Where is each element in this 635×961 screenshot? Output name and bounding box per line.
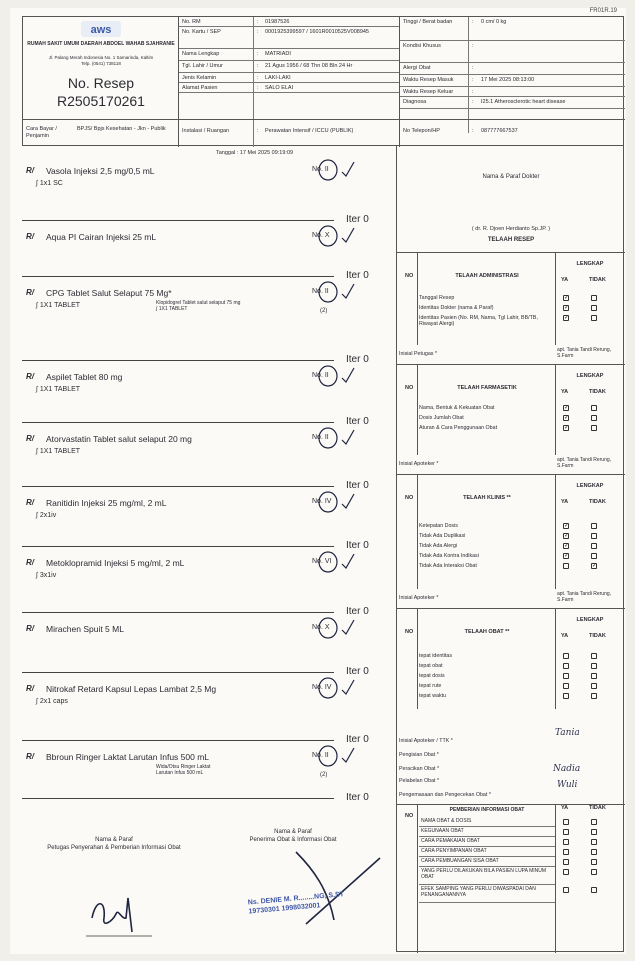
checkbox-tidak[interactable] (591, 523, 597, 529)
patient-field-colon: : (257, 19, 259, 25)
lengkap-label: LENGKAP (576, 373, 604, 379)
pio-item: KEGUNAAN OBAT (419, 827, 555, 837)
check-mark-icon (308, 488, 356, 514)
patient-row (400, 75, 625, 87)
drug-quantity: No. II (312, 288, 329, 295)
column-divider (555, 475, 556, 589)
petugas-name: apt. Tania Tandi Rerung, S.Farm (557, 347, 612, 359)
cara-bayar-value: BPJS/ Bpjs Kesehatan - Jkn - Publik (77, 126, 166, 132)
rx-symbol: R/ (26, 434, 34, 443)
checkbox-ya[interactable] (563, 859, 569, 865)
checkbox-tidak[interactable] (591, 683, 597, 689)
checkbox-ya[interactable] (563, 869, 569, 875)
drug-count: (2) (320, 772, 328, 778)
checkbox-ya[interactable]: ✓ (564, 553, 570, 559)
column-divider (555, 805, 556, 953)
form-code: FR01R.19 (589, 8, 617, 14)
telaah-item: Nama, Bentuk & Kekuatan Obat (419, 405, 495, 411)
drug-name: Nitrokaf Retard Kapsul Lepas Lambat 2,5 Mg (46, 684, 217, 694)
tidak-label: TIDAK (589, 805, 606, 811)
iter-label: Iter 0 (346, 270, 369, 281)
signature-area (22, 814, 396, 950)
prescription-list (22, 146, 396, 814)
checkbox-tidak[interactable] (591, 849, 597, 855)
telaah-title: TELAAH RESEP (487, 237, 535, 243)
drug-name: Vasola Injeksi 2,5 mg/0,5 mL (46, 166, 155, 176)
check-mark-icon (308, 278, 356, 304)
patient-row (179, 49, 399, 61)
patient-field-colon: : (472, 89, 474, 95)
doctor-label: Nama & Paraf Dokter (482, 174, 540, 180)
check-mark-icon (308, 614, 356, 640)
cara-bayar-label: Cara Bayar / Penjamin (26, 126, 57, 139)
checkbox-ya[interactable] (563, 653, 569, 659)
drug-name: Aspilet Tablet 80 mg (46, 372, 123, 382)
handwritten-initial: Tania (555, 728, 580, 738)
telaah-item: Dosis Jumlah Obat (419, 415, 464, 421)
checkbox-ya[interactable] (563, 673, 569, 679)
patient-field-colon: : (472, 128, 474, 134)
checkbox-ya[interactable]: ✓ (564, 415, 570, 421)
patient-row (179, 27, 399, 49)
patient-row (400, 97, 625, 109)
resep-number: R2505170261 (57, 93, 145, 109)
patient-row (400, 63, 625, 75)
section-title: TELAAH FARMASETIK (457, 385, 517, 391)
prescription-divider (22, 740, 334, 741)
checkbox-tidak[interactable] (591, 315, 597, 321)
signature-right-icon (284, 830, 384, 930)
signature-left-label: Nama & Paraf Petugas Penyerahan & Pemberian Informasi Obat (47, 837, 181, 851)
petugas-label: Inisial Apoteker * (399, 461, 439, 467)
pio-item: NAMA OBAT & DOSIS (419, 817, 555, 827)
checkbox-tidak[interactable] (591, 693, 597, 699)
hospital-street: Jl. Palang Merah Indonesia No. 1 Samarinda, Kaltim (48, 55, 154, 60)
telaah-item: tepat waktu (419, 693, 447, 699)
prescription-divider (22, 276, 334, 277)
pio-item: CARA PEMBUANGAN SISA OBAT (419, 857, 555, 867)
petugas-name: apt. Tania Tandi Rerung, S.Farm (557, 591, 612, 603)
drug-signa: ∫ 1X1 TABLET (36, 448, 81, 455)
patient-row (179, 119, 399, 147)
rx-symbol: R/ (26, 232, 34, 241)
telaah-column (396, 146, 624, 952)
ya-label: YA (561, 499, 569, 505)
drug-signa: ∫ 3x1iv (36, 572, 57, 579)
checkbox-tidak[interactable] (591, 425, 597, 431)
handwritten-initial: Wuli (557, 780, 578, 790)
checkbox-tidak[interactable] (591, 653, 597, 659)
column-divider (417, 805, 418, 953)
prescription-divider (22, 220, 334, 221)
drug-name: Metoklopramid Injeksi 5 mg/ml, 2 mL (46, 558, 185, 568)
rx-symbol: R/ (26, 372, 34, 381)
iter-label: Iter 0 (346, 480, 369, 491)
patient-row (400, 17, 625, 41)
patient-field-value: 0 cm/ 0 kg (481, 19, 507, 25)
checkbox-ya[interactable]: ✓ (564, 543, 570, 549)
pio-item: EFEK SAMPING YANG PERLU DIWASPADAI DAN PENANGANANNYA (419, 885, 555, 903)
patient-row (179, 61, 399, 73)
hospital-phone: Telp. (0541) 738118 (81, 60, 121, 66)
patient-field-value: 0001925399597 / 1601R0010525V008945 (265, 29, 369, 35)
section-no-label: NO (405, 273, 414, 279)
patient-field-colon: : (472, 77, 474, 83)
telaah-item: Tidak Ada Kontra Indikasi (419, 553, 479, 559)
tidak-label: TIDAK (589, 499, 606, 505)
prescription-divider (22, 360, 334, 361)
telaah-item: Ketepatan Dosis (419, 523, 458, 529)
pharmacy-step-label: Pelabelan Obat * (399, 778, 440, 784)
iter-label: Iter 0 (346, 606, 369, 617)
drug-signa: ∫ 2x1 caps (36, 698, 68, 705)
checkbox-ya[interactable]: ✓ (564, 305, 570, 311)
cara-bayar-cell (23, 119, 179, 147)
ya-label: YA (561, 805, 569, 811)
checkbox-ya[interactable] (563, 819, 569, 825)
patient-field-value: SALO ELAI (265, 85, 294, 91)
drug-name: Ranitidin Injeksi 25 mg/ml, 2 mL (46, 498, 167, 508)
check-mark-icon (308, 742, 356, 768)
checkbox-ya[interactable]: ✓ (564, 405, 570, 411)
tidak-label: TIDAK (589, 277, 606, 283)
pio-item: CARA PENYIMPANAN OBAT (419, 847, 555, 857)
patient-field-label: Kondisi Khusus (403, 43, 441, 49)
patient-info-left (179, 17, 399, 147)
checkbox-tidak[interactable] (591, 663, 597, 669)
prescription-divider (22, 612, 334, 613)
checkbox-ya[interactable]: ✓ (564, 425, 570, 431)
telaah-item: Tanggal Resep (419, 295, 455, 301)
patient-field-label: Waktu Resep Keluar (403, 89, 454, 95)
prescription-divider (22, 546, 334, 547)
check-mark-icon (308, 156, 356, 182)
patient-field-label: Waktu Resep Masuk (403, 77, 454, 83)
checkbox-ya[interactable] (563, 563, 569, 569)
check-mark-icon (308, 674, 356, 700)
patient-field-label: No Telepon/HP (403, 128, 440, 134)
drug-name: Bbroun Ringer Laktat Larutan Infus 500 mL (46, 752, 210, 762)
checkbox-ya[interactable]: ✓ (564, 315, 570, 321)
rx-symbol: R/ (26, 624, 34, 633)
iter-label: Iter 0 (346, 540, 369, 551)
patient-field-colon: : (257, 51, 259, 57)
logo-text: aws (90, 24, 112, 36)
checkbox-tidak[interactable] (591, 405, 597, 411)
rx-symbol: R/ (26, 288, 34, 297)
lengkap-label: LENGKAP (576, 261, 604, 267)
column-divider (555, 253, 556, 345)
signature-right-label: Nama & Paraf Penerima Obat & Informasi Obat (249, 829, 337, 843)
telaah-item: tepat identitas (419, 653, 452, 659)
telaah-item: tepat obat (419, 663, 443, 669)
patient-row (179, 17, 399, 27)
patient-field-value: Perawatan Intensif / ICCU (PUBLIK) (265, 128, 354, 134)
checkbox-tidak[interactable] (591, 673, 597, 679)
rx-symbol: R/ (26, 558, 34, 567)
pharmacy-step-label: Pengemasaan dan Pengecekan Obat * (399, 792, 491, 798)
checkbox-tidak[interactable] (591, 859, 597, 865)
patient-field-value: 21 Agus 1956 / 68 Thn 08 Bln 24 Hr (265, 63, 353, 69)
hospital-name: RUMAH SAKIT UMUM DAERAH ABDOEL WAHAB SJAHRANIE (27, 41, 175, 47)
checkbox-tidak[interactable] (591, 839, 597, 845)
checkbox-tidak[interactable] (591, 553, 597, 559)
tidak-label: TIDAK (589, 389, 606, 395)
telaah-item: Identitas Pasien (No. RM, Nama, Tgl Lahir, BB/TB, Riwayat Alergi) (419, 315, 538, 327)
rx-symbol: R/ (26, 752, 34, 761)
checkbox-tidak[interactable]: ✓ (592, 563, 598, 569)
checkbox-tidak[interactable] (591, 543, 597, 549)
section-title: TELAAH KLINIS ** (463, 495, 511, 501)
petugas-label: Inisial Petugas * (399, 351, 437, 357)
petugas-name: apt. Tania Tandi Rerung, S.Farm (557, 457, 612, 469)
rx-symbol: R/ (26, 684, 34, 693)
patient-field-colon: : (472, 43, 474, 49)
prescription-divider (22, 486, 334, 487)
telaah-section (397, 252, 625, 364)
pharmacy-step-label: Peracikan Obat * (399, 766, 440, 772)
column-divider (417, 365, 418, 455)
prescription-divider (22, 672, 334, 673)
patient-field-colon: : (257, 85, 259, 91)
drug-quantity: No. II (312, 752, 329, 759)
patient-field-label: No. RM (182, 19, 201, 25)
iter-label: Iter 0 (346, 792, 369, 803)
check-mark-icon (308, 222, 356, 248)
patient-field-value: 087777667537 (481, 128, 518, 134)
patient-row (400, 119, 625, 147)
handwritten-initial: Nadia (553, 764, 581, 774)
patient-field-colon: : (257, 63, 259, 69)
checkbox-ya[interactable]: ✓ (564, 533, 570, 539)
pio-item: YANG PERLU DILAKUKAN BILA PASIEN LUPA MINUM OBAT (419, 867, 555, 885)
checkbox-ya[interactable] (563, 693, 569, 699)
pio-no-label: NO (405, 813, 414, 819)
patient-field-label: Jenis Kelamin (182, 75, 217, 81)
prescription-item (22, 752, 396, 810)
patient-field-colon: : (472, 65, 474, 71)
drug-signa: ∫ 1X1 TABLET (36, 386, 81, 393)
drug-name: Atorvastatin Tablet salut selaput 20 mg (46, 434, 192, 444)
pharmacy-step-label: Pengisian Obat * (399, 752, 439, 758)
pio-title: PEMBERIAN INFORMASI OBAT (449, 807, 525, 813)
drug-generic: Klopidogrel Tablet salut selaput 75 mg ∫ 1X1 TABLET (156, 300, 241, 312)
checkbox-ya[interactable] (563, 839, 569, 845)
telaah-item: Tidak Ada Duplikasi (419, 533, 466, 539)
checkbox-tidak[interactable] (591, 415, 597, 421)
checkbox-tidak[interactable] (591, 305, 597, 311)
patient-row (179, 73, 399, 83)
pio-section (397, 804, 625, 952)
checkbox-tidak[interactable] (591, 829, 597, 835)
iter-label: Iter 0 (346, 666, 369, 677)
telaah-item: Tidak Ada Alergi (419, 543, 458, 549)
patient-field-colon: : (472, 99, 474, 105)
prescription-item (22, 288, 396, 372)
checkbox-ya[interactable] (563, 887, 569, 893)
patient-field-label: Tgl. Lahir / Umur (182, 63, 223, 69)
lengkap-label: LENGKAP (576, 617, 604, 623)
prescription-date: Tanggal : 17 Mei 2025 09:19:09 (216, 150, 294, 156)
prescription-divider (22, 798, 334, 799)
checkbox-tidak[interactable] (591, 295, 597, 301)
patient-field-colon: : (257, 29, 259, 35)
check-mark-icon (308, 362, 356, 388)
patient-field-label: Diagnosa (403, 99, 427, 105)
drug-name: Aqua PI Cairan Injeksi 25 mL (46, 232, 157, 242)
patient-row (400, 87, 625, 97)
iter-label: Iter 0 (346, 416, 369, 427)
drug-quantity: No. X (312, 232, 330, 239)
officer-stamp: Ns. DENIE M. R........NG, S.ST 19730301 1998032001 (247, 891, 345, 916)
iter-label: Iter 0 (346, 214, 369, 225)
pharmacy-step-label: Inisial Apoteker / TTK * (399, 738, 453, 744)
checkbox-ya[interactable] (563, 663, 569, 669)
drug-quantity: No. II (312, 166, 329, 173)
checkbox-tidak[interactable] (591, 869, 597, 875)
iter-label: Iter 0 (346, 734, 369, 745)
prescription-divider (22, 422, 334, 423)
column-divider (417, 609, 418, 709)
drug-quantity: No. II (312, 434, 329, 441)
signature-left-icon (82, 878, 162, 938)
lengkap-label: LENGKAP (576, 483, 604, 489)
column-divider (417, 253, 418, 345)
column-divider (555, 365, 556, 455)
column-divider (417, 475, 418, 589)
drug-name: Mirachen Spuit 5 ML (46, 624, 124, 634)
drug-quantity: No. X (312, 624, 330, 631)
check-mark-icon (308, 424, 356, 450)
ya-label: YA (561, 633, 569, 639)
header-table (22, 16, 624, 146)
patient-row (179, 83, 399, 93)
drug-signa: ∫ 2x1iv (36, 512, 57, 519)
section-no-label: NO (405, 629, 414, 635)
column-divider (555, 609, 556, 709)
drug-quantity: No. II (312, 372, 329, 379)
pio-item: CARA PEMAKAIAN OBAT (419, 837, 555, 847)
hospital-address (27, 55, 175, 66)
petugas-label: Inisial Apoteker * (399, 595, 439, 601)
drug-quantity: No. IV (312, 684, 332, 691)
patient-field-label: Instalasi / Ruangan (182, 128, 230, 134)
section-no-label: NO (405, 495, 414, 501)
rx-symbol: R/ (26, 166, 34, 175)
patient-field-label: Tinggi / Berat badan (403, 19, 453, 25)
patient-field-value: MATRIADI (265, 51, 291, 57)
checkbox-ya[interactable]: ✓ (564, 523, 570, 529)
telaah-item: Identitas Dokter (nama & Paraf) (419, 305, 494, 311)
hospital-cell (23, 17, 179, 119)
patient-row (400, 41, 625, 63)
telaah-item: tepat rute (419, 683, 442, 689)
checkbox-tidak[interactable] (591, 887, 597, 893)
patient-field-label: Alergi Obat (403, 65, 431, 71)
patient-field-label: No. Kartu / SEP (182, 29, 221, 35)
check-mark-icon (308, 548, 356, 574)
hospital-logo-icon (81, 21, 121, 37)
checkbox-ya[interactable] (563, 683, 569, 689)
checkbox-tidak[interactable] (591, 819, 597, 825)
section-title: TELAAH ADMINISTRASI (455, 273, 519, 279)
telaah-section (397, 364, 625, 474)
telaah-section (397, 608, 625, 728)
patient-field-colon: : (257, 75, 259, 81)
patient-field-value: 01987526 (265, 19, 290, 25)
patient-field-value: LAKI-LAKI (265, 75, 291, 81)
patient-field-colon: : (472, 19, 474, 25)
checkbox-ya[interactable] (563, 829, 569, 835)
checkbox-ya[interactable] (563, 849, 569, 855)
section-title: TELAAH OBAT ** (464, 629, 510, 635)
checkbox-ya[interactable]: ✓ (564, 295, 570, 301)
drug-name: CPG Tablet Salut Selaput 75 Mg* (46, 288, 172, 298)
tidak-label: TIDAK (589, 633, 606, 639)
drug-signa: ∫ 1X1 TABLET (36, 302, 81, 309)
patient-info-right (399, 17, 625, 147)
telaah-section (397, 474, 625, 608)
drug-quantity: No. IV (312, 498, 332, 505)
patient-field-label: Alamat Pasien (182, 85, 218, 91)
patient-field-label: Nama Lengkap (182, 51, 220, 57)
drug-generic: Widа/Otsu Ringer Laktat Larutan Infus 500 mL (156, 764, 211, 776)
ya-label: YA (561, 277, 569, 283)
resep-title: No. Resep (67, 75, 135, 91)
drug-quantity: No. VI (312, 558, 332, 565)
patient-field-colon: : (257, 128, 259, 134)
ya-label: YA (561, 389, 569, 395)
section-no-label: NO (405, 385, 414, 391)
telaah-item: tepat dosis (419, 673, 445, 679)
iter-label: Iter 0 (346, 354, 369, 365)
doctor-name: ( dr. R. Djoen Herdianto Sp.JP. ) (471, 226, 551, 232)
drug-signa: ∫ 1x1 SC (36, 180, 63, 187)
drug-count: (2) (320, 308, 328, 314)
telaah-item: Aturan & Cara Penggunaan Obat (419, 425, 498, 431)
rx-symbol: R/ (26, 498, 34, 507)
patient-field-value: I25.1 Atherosclerotic heart disease (481, 99, 566, 105)
checkbox-tidak[interactable] (591, 533, 597, 539)
telaah-item: Tidak Ada Interaksi Obat (419, 563, 477, 569)
patient-field-value: 17 Mei 2025 08:13:00 (481, 77, 535, 83)
